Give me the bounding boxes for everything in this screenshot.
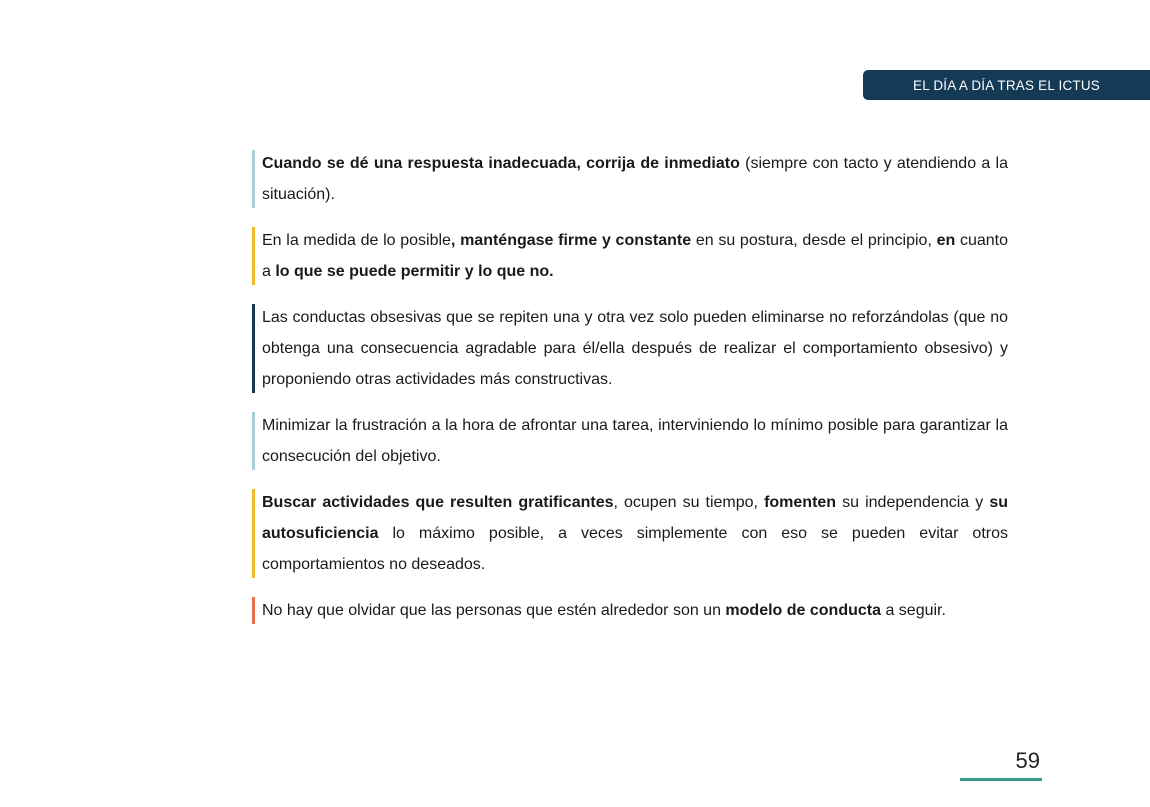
text: Minimizar la frustración a la hora de afrontar una tarea, interviniendo lo mínimo posible para garantizar la consecución del objetivo. [262, 417, 1008, 465]
accent-bar [252, 227, 255, 285]
text: (siempre con tacto y atendiendo a la situación). [262, 155, 1008, 203]
text: su independencia y [836, 494, 990, 511]
bold-text: modelo de conducta [725, 602, 881, 619]
paragraph-2 [252, 225, 1008, 287]
bold-text: Buscar actividades que resulten gratificantes [262, 494, 614, 511]
content-body [252, 148, 1008, 641]
text: No hay que olvidar que las personas que estén alrededor son un [262, 602, 726, 619]
text: En la medida de lo posible [262, 232, 451, 249]
bold-text: en [936, 232, 956, 249]
section-header-tag [863, 70, 1150, 100]
bold-text: su autosuficiencia [262, 494, 1009, 542]
bold-text: fomenten [764, 494, 837, 511]
accent-bar [252, 597, 255, 624]
bold-text: lo que se puede permitir y lo que no. [275, 263, 554, 280]
bold-text: , manténgase firme y constante [450, 232, 692, 249]
page-number-underline [960, 778, 1042, 781]
text: a seguir. [881, 602, 946, 619]
accent-bar [252, 412, 255, 470]
paragraph-4 [252, 410, 1008, 472]
paragraph-5 [252, 487, 1008, 580]
paragraph-3 [252, 302, 1008, 395]
accent-bar [252, 150, 255, 208]
text: Las conductas obsesivas que se repiten una y otra vez solo pueden eliminarse no reforzándolas (que no obtenga una consecuencia agradable para él/ella después de realizar el comportamiento obsesivo) y proponiendo otras actividades más constructivas. [262, 309, 1008, 388]
bold-text: Cuando se dé una respuesta inadecuada, corrija de inmediato [262, 155, 740, 172]
text: cuanto a [262, 232, 1009, 280]
accent-bar [252, 304, 255, 393]
text: en su postura, desde el principio, [691, 232, 937, 249]
text: lo máximo posible, a veces simplemente con eso se pueden evitar otros comportamientos no deseados. [262, 525, 1008, 573]
page-number: 59 [1015, 748, 1040, 773]
text: , ocupen su tiempo, [613, 494, 765, 511]
accent-bar [252, 489, 255, 578]
paragraph-6 [252, 595, 1008, 626]
section-title: EL DÍA A DÍA TRAS EL ICTUS [912, 77, 1101, 93]
paragraph-1 [252, 148, 1008, 210]
